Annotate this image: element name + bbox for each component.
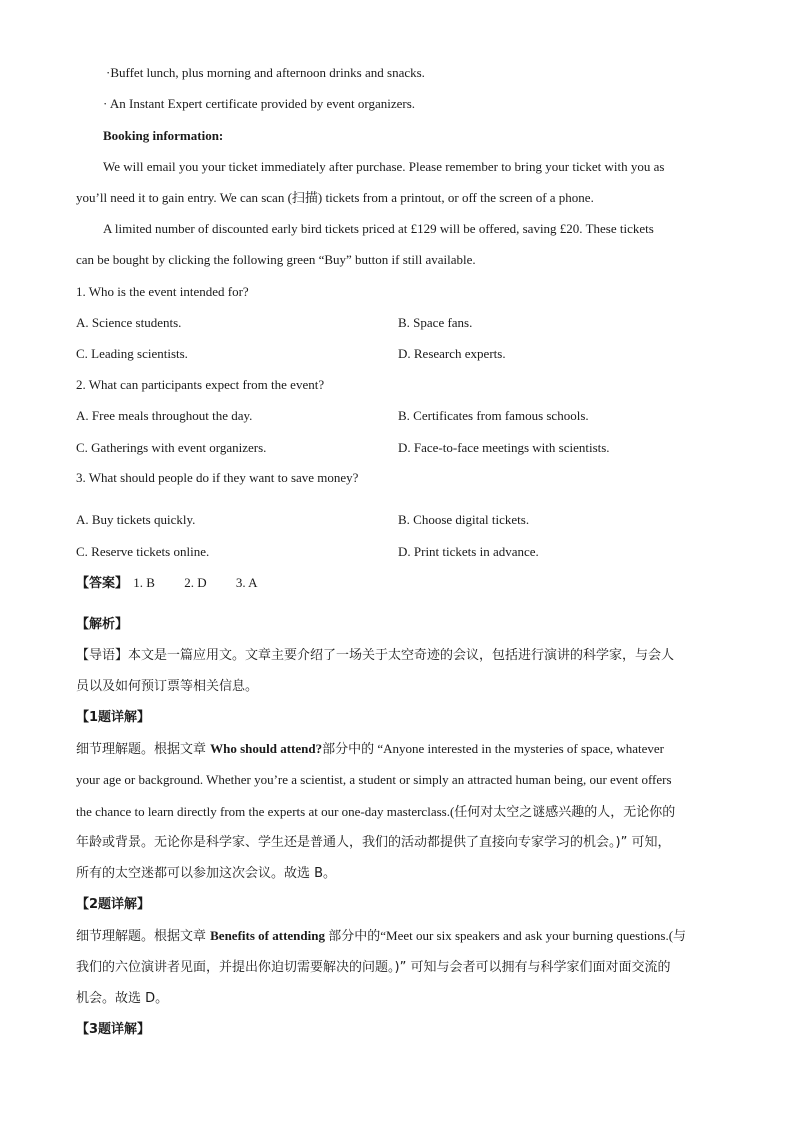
q2-detail-line-1 [76,928,734,945]
q1-detail-label: 【1题详解】 [76,710,151,725]
answer-label: 【答案】 [76,576,129,591]
q3-detail-label: 【3题详解】 [76,1022,151,1037]
question-2-option-b: B. Certificates from famous schools. [398,408,589,423]
booking-paragraph-2-line-1: A limited number of discounted early bird tickets priced at £129 will be offered, saving £20. These tickets [103,221,654,236]
question-2-option-c: C. Gatherings with event organizers. [76,440,267,455]
q1-line-1-prefix: 细节理解题。根据文章 [76,742,211,757]
question-1-option-a: A. Science students. [76,315,182,330]
answer-line [76,575,734,592]
question-3-stem: 3. What should people do if they want to save money? [76,470,359,485]
q1-detail-line-2: your age or background. Whether you’re a scientist, a student or simply an attracted human being, our event offers [76,772,672,787]
question-2-stem: 2. What can participants expect from the event? [76,377,325,392]
answer-3: 3. A [235,575,258,590]
q2-detail-label: 【2题详解】 [76,897,151,912]
intro-line-2: 员以及如何预订票等相关信息。 [76,679,259,694]
q1-detail-line-5: 所有的太空迷都可以参加这次会议。故选 B。 [76,866,337,881]
q2-detail-line-3: 机会。故选 D。 [76,991,169,1006]
booking-paragraph-2-line-2: can be bought by clicking the following green “Buy” button if still available. [76,252,476,267]
passage-bullet-lunch: ·Buffet lunch, plus morning and afternoon drinks and snacks. [106,65,425,80]
analysis-label: 【解析】 [76,617,129,632]
answer-2: 2. D [184,575,207,590]
question-1-option-c: C. Leading scientists. [76,346,188,361]
question-2-option-a: A. Free meals throughout the day. [76,408,253,423]
q1-section-name: Who should attend? [210,741,323,756]
question-3-option-b: B. Choose digital tickets. [398,512,530,527]
q1-detail-line-1 [76,741,734,758]
q1-detail-line-4: 年龄或背景。无论你是科学家、学生还是普通人，我们的活动都提供了直接向专家学习的机会。)” 可知， [76,835,671,850]
q2-line-1-prefix: 细节理解题。根据文章 [76,929,211,944]
question-1-stem: 1. Who is the event intended for? [76,284,249,299]
question-3-option-a: A. Buy tickets quickly. [76,512,196,527]
q1-detail-line-3: the chance to learn directly from the experts at our one-day masterclass.(任何对太空之谜感兴趣的人，无论你的 [76,804,676,819]
question-2-option-d: D. Face-to-face meetings with scientists. [398,440,610,455]
q2-detail-line-2: 我们的六位演讲者见面，并提出你迫切需要解决的问题。)” 可知与会者可以拥有与科学家们面对面交流的 [76,960,671,975]
q2-line-1-suffix: 部分中的“Meet our six speakers and ask your burning questions.(与 [324,928,687,943]
q2-section-name: Benefits of attending [210,928,325,943]
question-1-option-b: B. Space fans. [398,315,473,330]
q1-line-1-suffix: 部分中的 “Anyone interested in the mysteries of space, whatever [322,741,664,756]
booking-paragraph-1-line-2: you’ll need it to gain entry. We can scan (扫描) tickets from a printout, or off the screen of a phone. [76,190,594,205]
intro-line-1: 【导语】本文是一篇应用文。文章主要介绍了一场关于太空奇迹的会议，包括进行演讲的科学家，与会人 [76,648,675,663]
booking-heading: Booking information: [103,128,224,143]
question-1-option-d: D. Research experts. [398,346,506,361]
passage-bullet-certificate: · An Instant Expert certificate provided by event organizers. [103,96,416,111]
question-3-option-c: C. Reserve tickets online. [76,544,210,559]
booking-paragraph-1-line-1: We will email you your ticket immediately after purchase. Please remember to bring your ticket with you as [103,159,665,174]
answer-1: 1. B [133,575,155,590]
question-3-option-d: D. Print tickets in advance. [398,544,539,559]
